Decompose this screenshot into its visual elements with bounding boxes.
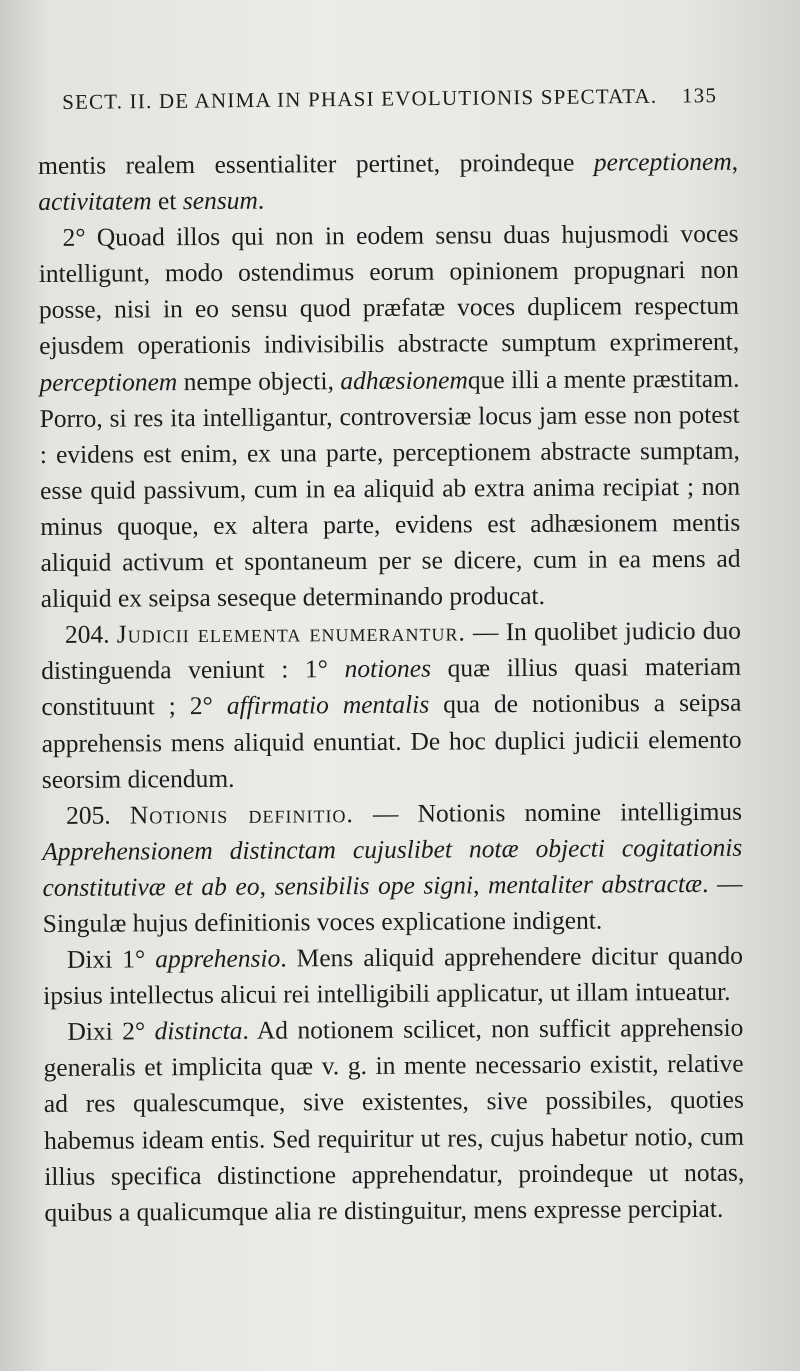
text-run: . Ad notionem scilicet, non sufficit apprehensio generalis et implicita quæ v. g. in mente necessario existit, relative ad res qualescumque, sive existentes, sive possibiles, quoties habemus ideam entis. Sed requiritur ut res, cujus habetur notio, cum illius specifica distinctione apprehendatur, proindeque ut notas, quibus a qualicumque alia re distinguitur, mens expresse percipiat. xyxy=(43,1012,745,1227)
italic-run: distincta xyxy=(154,1016,243,1046)
text-run: nempe objecti, xyxy=(177,365,341,396)
text-run: quæ illius quasi materiam constituunt ; 2° xyxy=(41,652,742,722)
text-run: qua de notionibus a seipsa apprehensis mens aliquid enuntiat. De hoc duplici judicii elemento seorsim dicendum. xyxy=(41,688,742,794)
text-run: , xyxy=(731,146,739,176)
italic-run: notiones xyxy=(344,653,432,684)
paragraph-dixi-2 xyxy=(43,1010,744,1231)
body-text xyxy=(38,144,745,1231)
text-run: 2° Quoad illos qui non in eodem sensu duas hujusmodi voces intelligunt, modo ostendimus eorum opinionem propugnari non posse, nisi in eo sensu quod præfatæ voces duplicem respectum ejusdem operationis indivisibilis abstracte sumptum exprimerent, xyxy=(38,218,740,361)
section-heading: Judicii elementa enumerantur. xyxy=(116,617,466,649)
italic-run: Apprehensionem distinctam cujuslibet notæ objecti cogitationis constitutivæ et ab eo xyxy=(42,832,743,902)
italic-run: adhæsionem xyxy=(340,364,468,395)
text-run: , xyxy=(259,871,275,901)
running-header xyxy=(62,83,717,115)
running-title: SECT. II. DE ANIMA IN PHASI EVOLUTIONIS SPECTATA. xyxy=(62,83,658,114)
paragraph-205 xyxy=(42,793,743,942)
text-run: . — Singulæ hujus definitionis voces explicatione indigent. xyxy=(42,868,743,938)
text-run: . xyxy=(257,185,265,215)
italic-run: sensibilis ope signi xyxy=(274,870,474,901)
text-run: Dixi 2° xyxy=(67,1016,155,1047)
text-run: — In quolibet judicio duo distinguenda veniunt : 1° xyxy=(41,615,742,686)
section-heading: Notionis definitio. xyxy=(129,798,354,830)
page-number: 135 xyxy=(681,83,718,108)
italic-run: perceptionem xyxy=(39,366,178,397)
text-run: mentis realem essentialiter pertinet, proindeque xyxy=(38,147,594,180)
italic-run: apprehensio xyxy=(155,943,281,974)
paragraph-continuation xyxy=(38,144,738,220)
text-run: que illi a mente præstitam. Porro, si res ita intelligantur, controversiæ locus jam esse non potest : evidens est enim, ex una parte, perceptionem abstracte sumptam, esse quid passivum, cum in ea aliquid ab extra anima recipiat ; non minus quoque, ex altera parte, evidens est adhæsionem mentis aliquid activum et spontaneum per se dicere, cum in ea mens ad aliquid ex seipsa seseque determinando producat. xyxy=(39,363,741,614)
italic-run: mentaliter abstractæ xyxy=(487,868,703,900)
italic-run: perceptionem xyxy=(593,146,732,177)
section-number: 204. xyxy=(64,619,117,650)
section-number: 205. xyxy=(65,800,130,830)
text-run: . Mens aliquid apprehendere dicitur quando ipsius intellectus alicui rei intelligibili applicatur, ut illam intueatur. xyxy=(43,940,744,1011)
text-run: , xyxy=(472,870,489,900)
italic-run: affirmatio mentalis xyxy=(226,690,430,721)
text-run: et xyxy=(151,186,183,216)
italic-run: activitatem xyxy=(38,186,152,217)
paragraph-quoad xyxy=(38,216,740,617)
italic-run: sensum xyxy=(182,185,258,216)
text-run: Dixi 1° xyxy=(66,944,156,974)
paragraph-dixi-1 xyxy=(43,938,743,1014)
text-run: — Notionis nomine intelligimus xyxy=(353,796,743,828)
paragraph-204 xyxy=(41,613,742,798)
